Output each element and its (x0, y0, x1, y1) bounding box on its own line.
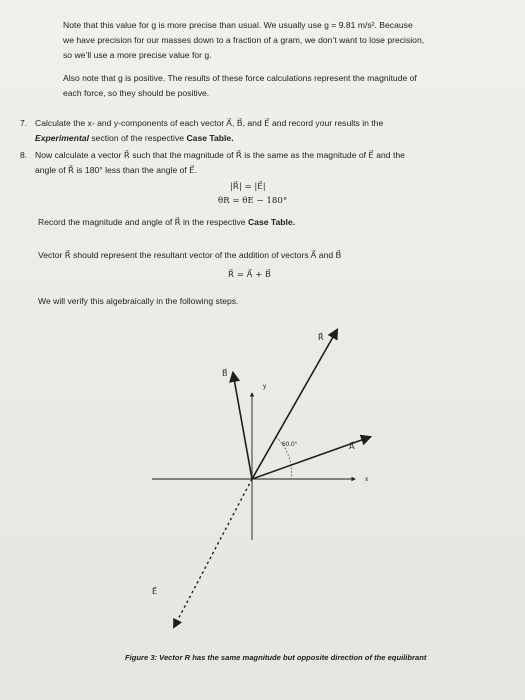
step7-line2-text: section of the respective (91, 133, 185, 143)
angle-label: 60.0° (282, 441, 298, 448)
label-y: y (263, 383, 267, 390)
note1-line1: Note that this value for g is more precise than usual. We usually use g = 9.81 m/s². Because (63, 20, 413, 30)
vector-B (233, 373, 252, 479)
figure-caption: Figure 3: Vector R has the same magnitude but opposite direction of the equilibrant (125, 653, 427, 662)
label-B: B⃗ (222, 369, 228, 378)
step8-number: 8. (20, 150, 28, 160)
label-A: A⃗ (349, 442, 355, 451)
step8-line2: angle of R⃗ is 180° less than the angle of E⃗. (35, 165, 197, 175)
note2-line2: each force, so they should be positive. (63, 88, 210, 98)
vector-E (174, 479, 252, 627)
label-R: R⃗ (318, 333, 324, 342)
resultant-equation: R⃗ = A⃗ + B⃗ (228, 270, 272, 280)
label-x: x (365, 476, 369, 483)
verify-line: We will verify this algebraically in the following steps. (38, 296, 239, 306)
step8-line1: Now calculate a vector R⃗ such that the magnitude of R⃗ is the same as the magnitude of E⃗ and the (35, 150, 405, 160)
step7-number: 7. (20, 118, 28, 128)
resultant-line: Vector R⃗ should represent the resultant vector of the addition of vectors A⃗ and B⃗ (38, 250, 342, 260)
step8-record-text: Record the magnitude and angle of R⃗ in the respective (38, 217, 246, 227)
case-table-label-2: Case Table. (247, 217, 296, 227)
vector-R (252, 330, 337, 479)
note2-line1: Also note that g is positive. The results of these force calculations represent the magnitude of (63, 73, 417, 83)
step7-line1: Calculate the x- and y-components of each vector A⃗, B⃗, and E⃗ and record your results in the (35, 118, 384, 128)
experimental-label: Experimental (35, 133, 89, 143)
note1-line3: so we’ll use a more precise value for g. (63, 50, 212, 60)
equation-magnitude: |R⃗| = |E⃗| (230, 182, 266, 192)
equation-angle: θR = θE − 180° (218, 196, 288, 206)
case-table-label: Case Table. (186, 133, 234, 143)
note1-line2: we have precision for our masses down to a fraction of a gram, we don’t want to lose precision, (63, 35, 425, 45)
label-E: E⃗ (152, 587, 158, 596)
